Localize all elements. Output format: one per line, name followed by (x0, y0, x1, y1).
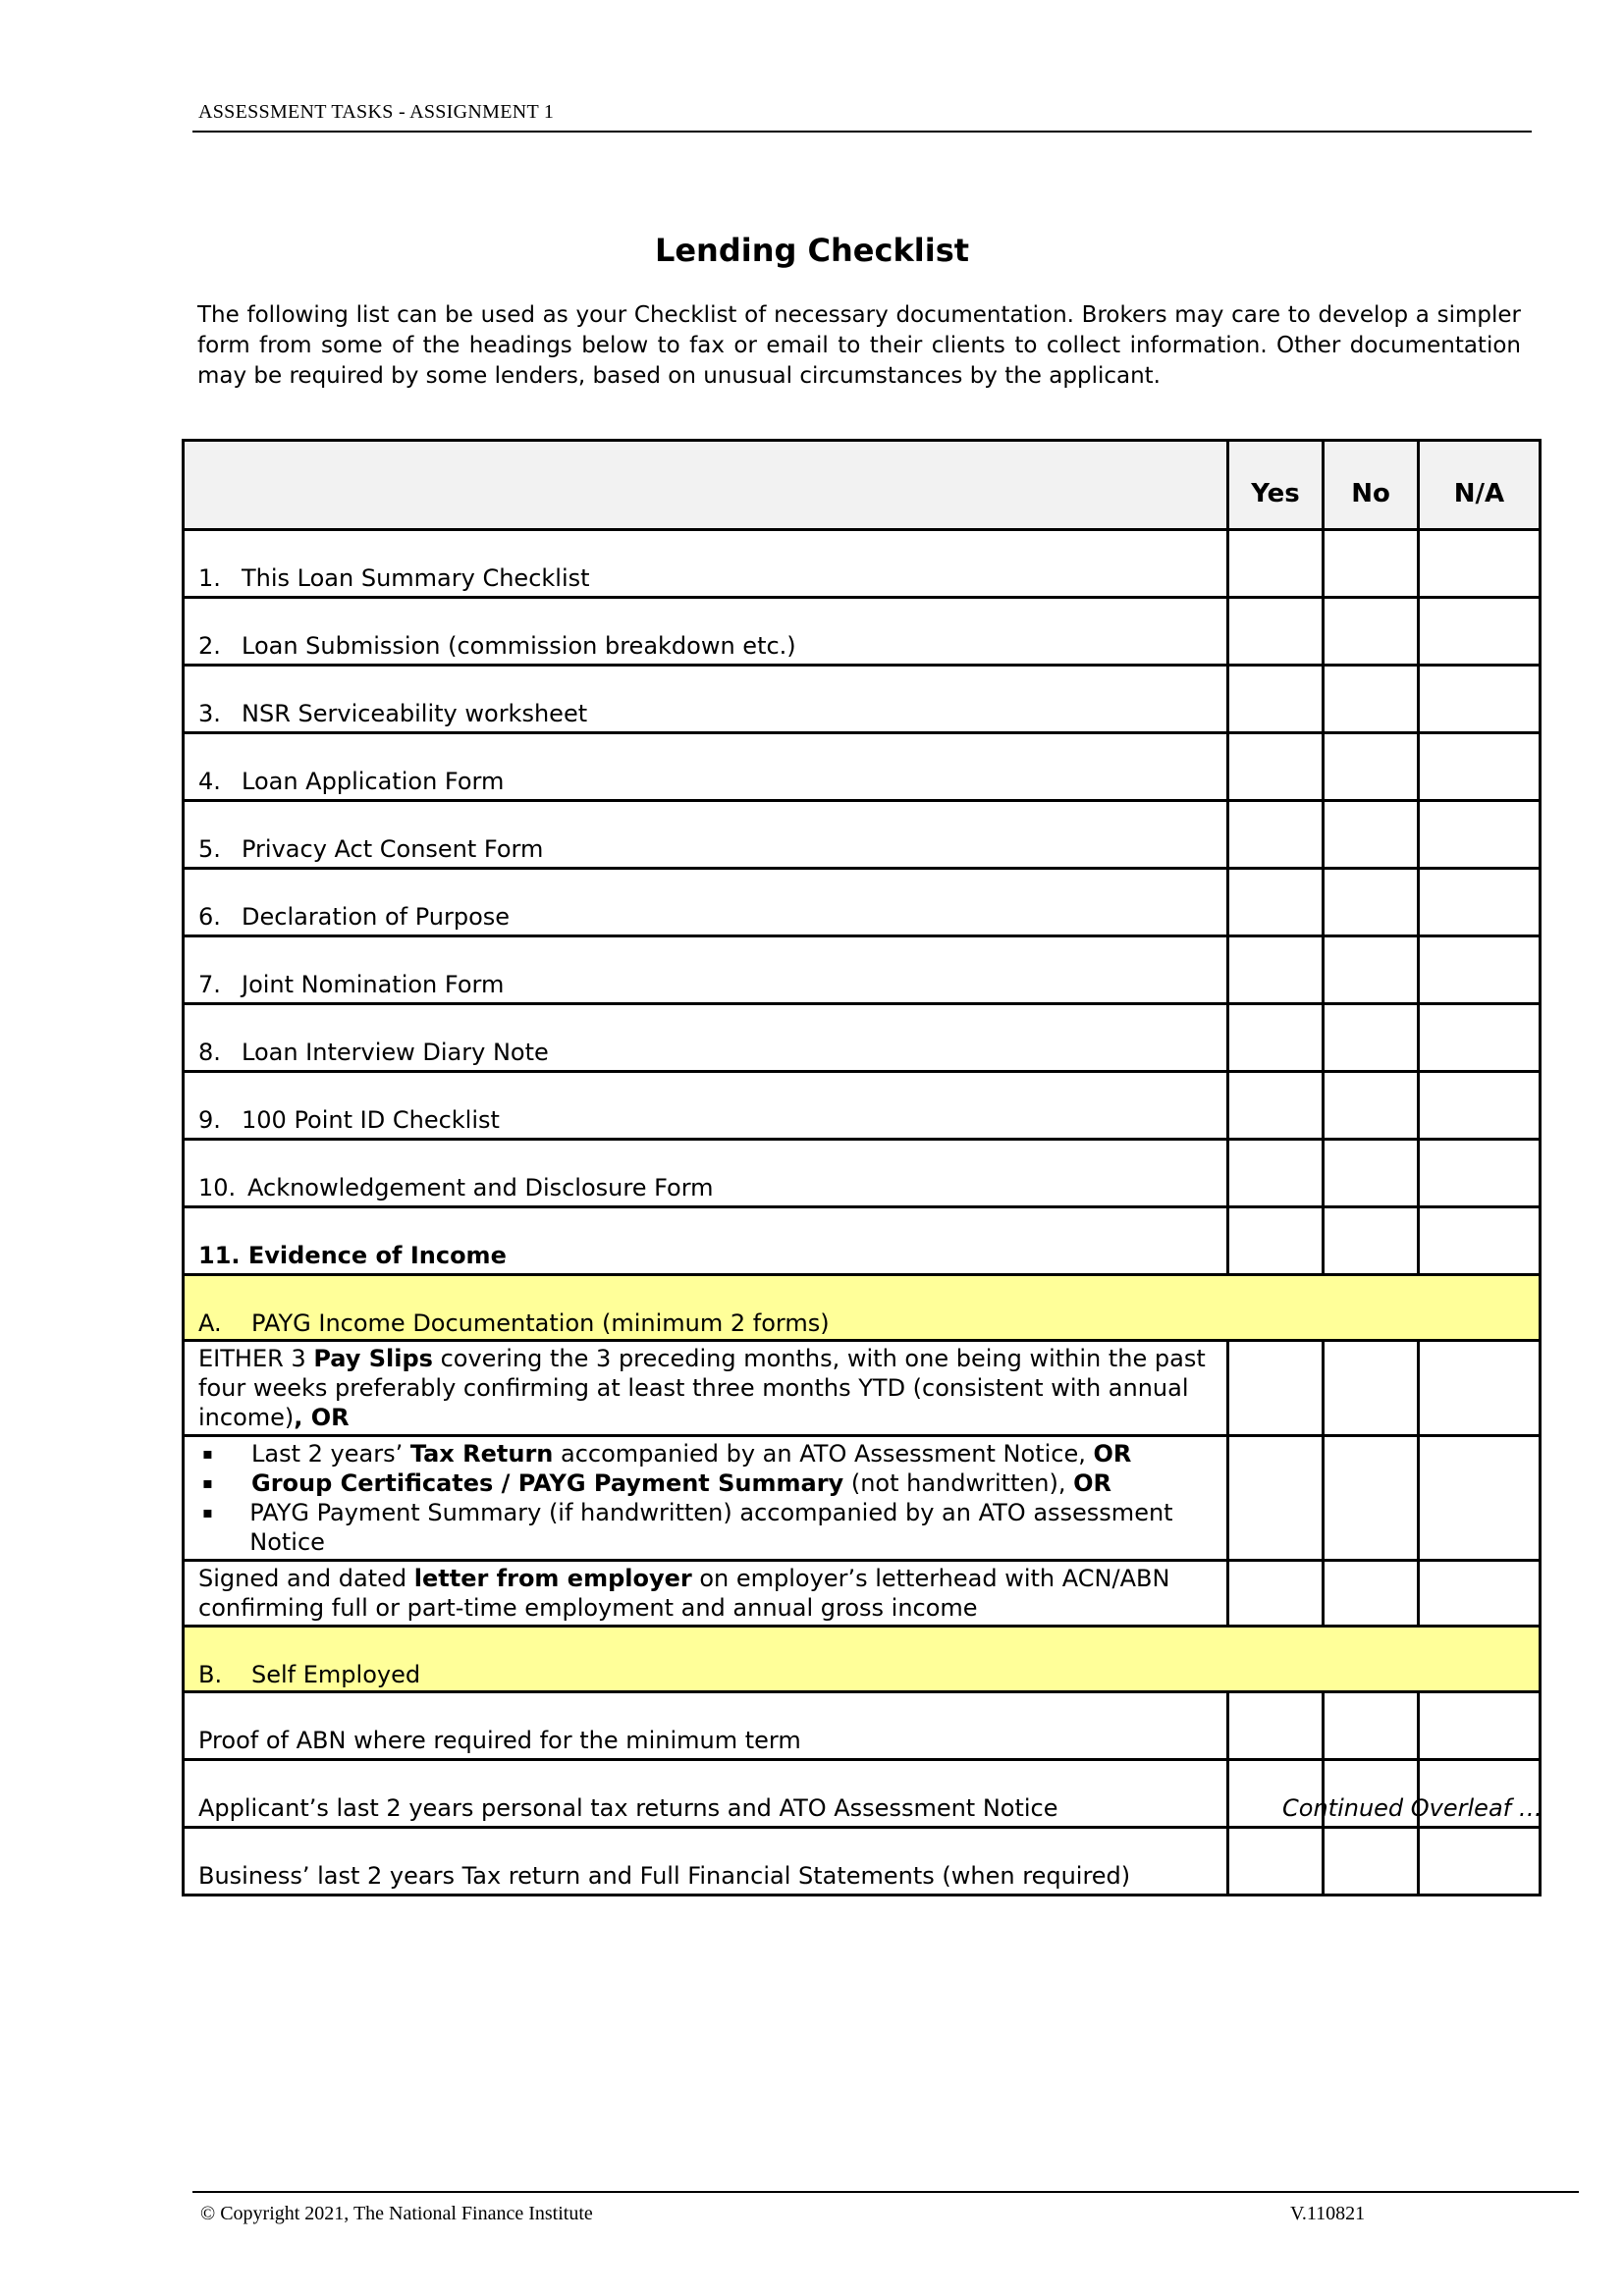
column-yes: Yes (1229, 442, 1325, 531)
table-row (185, 1693, 1539, 1761)
header-text: ASSESSMENT TASKS - ASSIGNMENT 1 (198, 101, 555, 123)
page-title: Lending Checklist (654, 232, 970, 269)
na-checkbox[interactable] (1420, 1437, 1539, 1562)
no-checkbox[interactable] (1325, 802, 1420, 870)
no-checkbox[interactable] (1325, 1693, 1420, 1761)
column-no: No (1325, 442, 1420, 531)
yes-checkbox[interactable] (1229, 1073, 1325, 1141)
bullet-payg-summary: ▪ PAYG Payment Summary (if handwritten) accompanied by an ATO assessment Notice (202, 1499, 1173, 1556)
no-checkbox[interactable] (1325, 870, 1420, 937)
yes-checkbox[interactable] (1229, 1693, 1325, 1761)
no-checkbox[interactable] (1325, 1829, 1420, 1894)
table-row (185, 734, 1539, 802)
no-checkbox[interactable] (1325, 937, 1420, 1005)
yes-checkbox[interactable] (1229, 937, 1325, 1005)
table-header-row (185, 442, 1539, 531)
yes-checkbox[interactable] (1229, 599, 1325, 667)
na-checkbox[interactable] (1420, 1562, 1539, 1628)
na-checkbox[interactable] (1420, 870, 1539, 937)
yes-checkbox[interactable] (1229, 1562, 1325, 1628)
evidence-of-income-row (185, 1208, 1539, 1276)
bullet-group-certificates: ▪ Group Certificates / PAYG Payment Summary (not handwritten), OR (202, 1469, 1111, 1497)
table-row (185, 1829, 1539, 1894)
no-checkbox[interactable] (1325, 667, 1420, 734)
bullet-tax-return: ▪ Last 2 years’ Tax Return accompanied by an ATO Assessment Notice, OR (202, 1440, 1132, 1468)
no-checkbox[interactable] (1325, 1005, 1420, 1073)
employer-letter-row (185, 1562, 1539, 1628)
yes-checkbox[interactable] (1229, 1437, 1325, 1562)
na-checkbox[interactable] (1420, 531, 1539, 599)
row-label: 5. Privacy Act Consent Form (185, 802, 1229, 870)
page-header (192, 99, 1532, 133)
section-a-row (185, 1276, 1539, 1342)
section-b-heading: B. Self Employed (185, 1628, 1539, 1693)
column-na: N/A (1420, 442, 1539, 531)
yes-checkbox[interactable] (1229, 734, 1325, 802)
employer-letter-label: Signed and dated letter from employer on employer’s letterhead with ACN/ABN confirming full or part-time employment and annual gross income (185, 1562, 1229, 1628)
na-checkbox[interactable] (1420, 1693, 1539, 1761)
yes-checkbox[interactable] (1229, 1005, 1325, 1073)
no-checkbox[interactable] (1325, 531, 1420, 599)
yes-checkbox[interactable] (1229, 802, 1325, 870)
na-checkbox[interactable] (1420, 1342, 1539, 1437)
tax-documents-row (185, 1437, 1539, 1562)
na-checkbox[interactable] (1420, 1073, 1539, 1141)
section-b-row (185, 1628, 1539, 1693)
evidence-of-income-label: 11. Evidence of Income (185, 1208, 1229, 1276)
table-row (185, 667, 1539, 734)
table-row (185, 870, 1539, 937)
no-checkbox[interactable] (1325, 1141, 1420, 1208)
lending-checklist-table (182, 439, 1542, 1896)
row-label: 3. NSR Serviceability worksheet (185, 667, 1229, 734)
no-checkbox[interactable] (1325, 1342, 1420, 1437)
row-label: 7. Joint Nomination Form (185, 937, 1229, 1005)
no-checkbox[interactable] (1325, 1437, 1420, 1562)
row-label: 2. Loan Submission (commission breakdown etc.) (185, 599, 1229, 667)
na-checkbox[interactable] (1420, 1141, 1539, 1208)
yes-checkbox[interactable] (1229, 1141, 1325, 1208)
yes-checkbox[interactable] (1229, 1208, 1325, 1276)
na-checkbox[interactable] (1420, 1829, 1539, 1894)
na-checkbox[interactable] (1420, 1208, 1539, 1276)
row-label: 6. Declaration of Purpose (185, 870, 1229, 937)
row-label: Applicant’s last 2 years personal tax returns and ATO Assessment Notice (185, 1761, 1229, 1829)
header-blank-cell (185, 442, 1229, 531)
table-row (185, 1073, 1539, 1141)
table-row (185, 937, 1539, 1005)
table-row (185, 802, 1539, 870)
table-row (185, 1141, 1539, 1208)
yes-checkbox[interactable] (1229, 1342, 1325, 1437)
table-row (185, 599, 1539, 667)
intro-paragraph: The following list can be used as your Checklist of necessary documentation. Brokers may care to develop a simpler form from some of the headings below to fax or email to their clients to collect information. Other documentation may be required by some lenders, based on unusual circumstances by the applicant. (197, 302, 1521, 389)
na-checkbox[interactable] (1420, 1005, 1539, 1073)
no-checkbox[interactable] (1325, 599, 1420, 667)
continued-overleaf-note: Continued Overleaf … (1282, 1794, 1543, 1822)
no-checkbox[interactable] (1325, 1208, 1420, 1276)
copyright-text: © Copyright 2021, The National Finance Institute (200, 2203, 593, 2224)
na-checkbox[interactable] (1420, 667, 1539, 734)
no-checkbox[interactable] (1325, 1562, 1420, 1628)
row-label: 1. This Loan Summary Checklist (185, 531, 1229, 599)
na-checkbox[interactable] (1420, 599, 1539, 667)
row-label: Proof of ABN where required for the minimum term (185, 1693, 1229, 1761)
yes-checkbox[interactable] (1229, 667, 1325, 734)
na-checkbox[interactable] (1420, 734, 1539, 802)
tax-documents-label (185, 1437, 1229, 1562)
row-label: 10. Acknowledgement and Disclosure Form (185, 1141, 1229, 1208)
pay-slips-row (185, 1342, 1539, 1437)
pay-slips-label: EITHER 3 Pay Slips covering the 3 preceding months, with one being within the past four weeks preferably confirming at least three months YTD (consistent with annual income), OR (185, 1342, 1229, 1437)
row-label: 8. Loan Interview Diary Note (185, 1005, 1229, 1073)
yes-checkbox[interactable] (1229, 870, 1325, 937)
table-row (185, 1005, 1539, 1073)
version-text: V.110821 (1290, 2203, 1366, 2224)
table-row (185, 531, 1539, 599)
section-a-heading: A. PAYG Income Documentation (minimum 2 forms) (185, 1276, 1539, 1342)
na-checkbox[interactable] (1420, 937, 1539, 1005)
row-label: Business’ last 2 years Tax return and Full Financial Statements (when required) (185, 1829, 1229, 1894)
row-label: 4. Loan Application Form (185, 734, 1229, 802)
na-checkbox[interactable] (1420, 802, 1539, 870)
yes-checkbox[interactable] (1229, 1829, 1325, 1894)
page-footer (192, 2191, 1579, 2224)
row-label: 9. 100 Point ID Checklist (185, 1073, 1229, 1141)
no-checkbox[interactable] (1325, 734, 1420, 802)
no-checkbox[interactable] (1325, 1073, 1420, 1141)
yes-checkbox[interactable] (1229, 531, 1325, 599)
